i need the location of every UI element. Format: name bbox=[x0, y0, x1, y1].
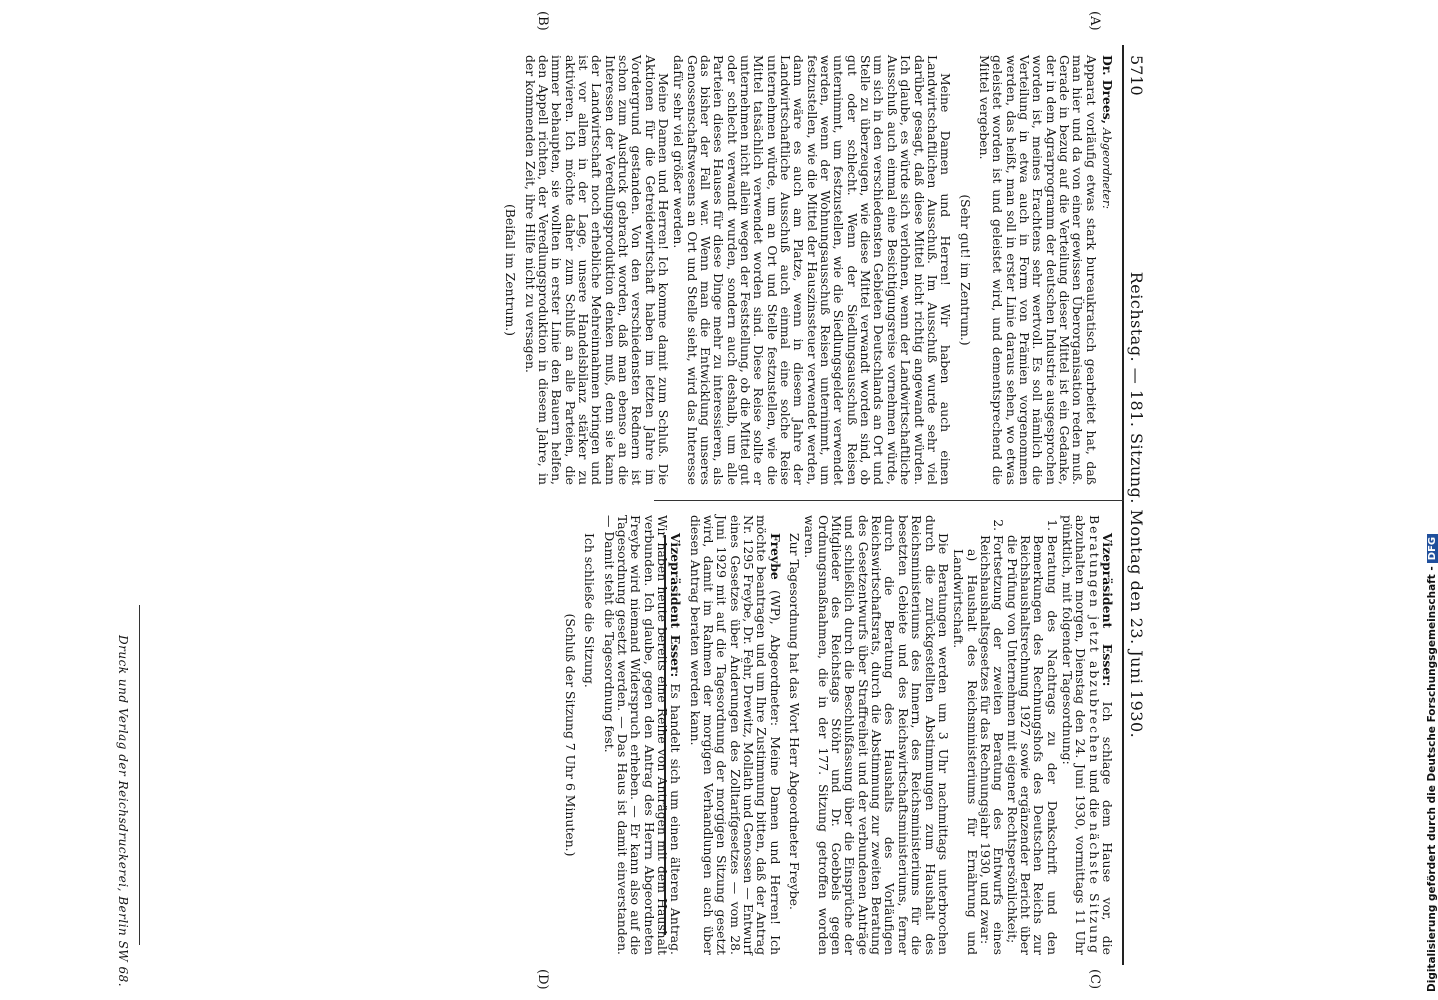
margin-mark-d: (D) bbox=[535, 969, 550, 990]
agenda-item-1: 1. Beratung des Nachtrags zu der Denkschrift und den Bemerkungen des Rechnungshofs des Deutschen Reichs zur Reichshaushaltsrechnung 1927 sowie ergänzender Bericht über die Prüfung von Unternehmen mit eigener Rechtspersönlichkeit; bbox=[1005, 535, 1058, 955]
text-fragment: Ich schlage dem Hause vor, die bbox=[1100, 701, 1115, 955]
left-speaker-line bbox=[1100, 55, 1114, 485]
right-paragraph-4 bbox=[688, 515, 781, 955]
printer-imprint: Druck und Verlag der Reichsdruckerei, Berlin SW 68. bbox=[116, 635, 130, 988]
text-fragment: und die bbox=[1086, 769, 1102, 818]
vice-president-esser-2: Vizepräsident Esser: bbox=[668, 533, 684, 678]
left-paragraph-3: Meine Damen und Herren! Ich komme damit zum Schluß. Die Aktionen für die Getreidewirtschaft haben im letzten Jahre im Vordergrund gestanden. Von den verschiedensten Rednern ist schon zum Ausdruck gebracht worden, daß man ebenso an die Interessen der Veredlungsproduktion denken muß, denn sie kann der Landwirtschaft noch erhebliche Mehreinnahmen bringen und ist vor allem in der Lage, unsere Handelsbilanz stärker zu aktivieren. Ich möchte daher zum Schluß an alle Parteien, die immer behaupten, sie wollten in erster Linie den Bauern helfen, den Appell richten, der Veredlungsproduktion in diesem Jahre, in der kommenden Zeit, ihre Hilfe nicht zu versagen. bbox=[522, 55, 671, 485]
running-title bbox=[1127, 45, 1146, 965]
right-paragraph-3: Zur Tagesordnung hat das Wort Herr Abgeordneter Freybe. bbox=[787, 533, 803, 910]
right-paragraph-5 bbox=[602, 515, 682, 955]
interjection-sehr-gut: (Sehr gut! im Zentrum.) bbox=[957, 194, 973, 346]
right-column bbox=[558, 515, 1114, 955]
agenda-list bbox=[952, 515, 1059, 955]
running-title-text: Reichstag. — 181. Sitzung. Montag den 23. Juni 1930. bbox=[1127, 271, 1146, 739]
margin-mark-c: (C) bbox=[1087, 969, 1102, 990]
agenda-item-2a: a) Haushalt des Reichsministeriums für Ernährung und Landwirtschaft. bbox=[951, 549, 980, 955]
text-fragment: Meine Damen und Herren! Ich möchte beantragen und um Ihre Zustimmung bitten, daß der Antrag Nr. 1295 Freybe, Dr. Fehr, Drewitz, Mollath und Genossen — Entwurf eines Gesetzes über Änderungen des Zolltarifgesetzes — vom 28. Juni 1929 mit auf die Tagesordnung der morgigen Sitzung gesetzt wird, damit im Rahmen der morgigen Verhandlungen auch über diesen Antrag beraten werden kann. bbox=[687, 515, 783, 955]
speaker-role: Abgeordneter: bbox=[1100, 128, 1113, 209]
interjection-beifall: (Beifall im Zentrum.) bbox=[503, 203, 519, 337]
header-rule bbox=[1122, 45, 1124, 965]
text-fragment: abzuhalten morgen, Dienstag den 24. Juni 1930, vormittags 11 Uhr pünktlich, mit folgender Tagesordnung: bbox=[1059, 515, 1089, 955]
left-column bbox=[498, 55, 1114, 485]
text-fragment: Es handelt sich um einen älteren Antrag. Wir haben heute bereits eine Reihe von Anträgen mit dem Haushalt verbunden. Ich glaube, gegen den Antrag des Herrn Abgeordneten Freybe wird niemand Widerspruch erheben. — Er kann also auf die Tagesordnung gesetzt werden. — Das Haus ist damit einverstanden. — Damit steht die Tagesordnung fest. bbox=[601, 515, 684, 955]
right-paragraph-1 bbox=[1061, 515, 1114, 955]
left-paragraph-2: Meine Damen und Herren! Wir haben auch einen Landwirtschaftlichen Ausschuß. Im Ausschuß wurde sehr viel darüber gesagt, daß diese Mittel nicht richtig angewandt würden. Ich glaube, es würde sich verlohnen, wenn der Landwirtschaftliche Ausschuß auch einmal eine Besichtigungsreise vornehmen würde, um sich in den verschiedensten Gebieten Deutschlands an Ort und Stelle zu überzeugen, wie diese Mittel verwandt worden sind, ob gut oder schlecht. Wenn der Siedlungsausschuß Reisen unternimmt, um festzustellen, wie die Siedlungsgelder verwendet werden, wenn der Wohnungsausschuß Reisen unternimmt, um festzustellen, wie die Mittel der Hauszinssteuer verwendet werden, dann wäre es auch am Platze, wenn in diesem Jahre der Landwirtschaftliche Ausschuß auch einmal eine solche Reise unternehmen würde, um an Ort und Stelle festzustellen, wie die Mittel tatsächlich verwendet worden sind. Diese Reise sollte er unternehmen nicht allein wegen der Feststellung, ob die Mittel gut oder schlecht verwandt wurden, sondern auch deshalb, um alle Parteien dieses Hauses für diese Dinge mehr zu interessieren, als das bisher der Fall war. Wenn man die Entwicklung unseres Genossenschaftswesens an Ort und Stelle sieht, wird das Interesse dafür sehr viel größer werden. bbox=[671, 55, 954, 485]
right-paragraph-6: Ich schließe die Sitzung. bbox=[582, 533, 598, 688]
page-number: 5710 bbox=[1127, 55, 1146, 96]
vice-president-esser: Vizepräsident Esser: bbox=[1100, 533, 1115, 687]
left-paragraph-1: Apparat vorläufig etwas stark bureaukratisch gearbeitet hat, daß man hier und da von einer gewissen Überorganisation reden muß. Gerade in bezug auf die Verteilung dieser Mittel ist ein Gedanke, der in dem Agrarprogramm der deutschen Industrie ausgesprochen worden ist, meines Erachtens sehr wertvoll. Es soll nämlich die Verteilung in etwa auch in Form von Prämien vorgenommen werden, das heißt, man soll in erster Linie daraus sehen, wo etwas geleistet worden ist und geleistet wird, und dementsprechend die Mittel vergeben. bbox=[976, 55, 1099, 485]
speaker-name: Dr. Drees, bbox=[1100, 55, 1115, 125]
column-rule bbox=[654, 500, 1124, 501]
agenda-item-2-text: Fortsetzung der zweiten Beratung des Entwurfs eines Reichshaushaltsgesetzes für das Rechnungsjahr 1930, und zwar: bbox=[977, 535, 1007, 955]
spaced-text: nächste Sitzung bbox=[1086, 822, 1102, 955]
funding-notice-text: Digitalisierung gefördert durch die Deutsche Forschungsgemeinschaft - bbox=[1426, 566, 1438, 992]
dfg-logo: DFG bbox=[1427, 534, 1438, 563]
funding-notice bbox=[1426, 534, 1438, 992]
footer-rule bbox=[139, 605, 140, 945]
agenda-item-2 bbox=[952, 535, 1005, 955]
speaker-freybe: Freybe bbox=[767, 533, 783, 580]
rotated-document-page bbox=[100, 11, 1150, 990]
spaced-text: Beratungen jetzt abzubrechen bbox=[1086, 515, 1102, 765]
closing-note: (Schluß der Sitzung 7 Uhr 6 Minuten.) bbox=[562, 613, 578, 857]
margin-mark-a: (A) bbox=[1087, 11, 1102, 31]
speaker-party: (WP), Abgeordneter: bbox=[767, 590, 783, 727]
margin-mark-b: (B) bbox=[535, 11, 550, 31]
right-paragraph-2: Die Beratungen werden um 3 Uhr nachmittags unterbrochen durch die zurückgestellten Abstimmungen zum Haushalt des Reichsministeriums des Innern, des Reichsministeriums für die besetzten Gebiete und des Reichswirtschaftsministeriums, ferner durch die Beratung des Haushalts des Vorläufigen Reichswirtschaftsrats, durch die Abstimmung zur zweiten Beratung des Gesetzentwurfs über Straffreiheit und der verbundenen Anträge und schließlich durch die Beschlußfassung über die Einsprüche der Mitglieder des Reichstags Stöhr und Dr. Goebbels gegen Ordnungsmaßnahmen, die in der 177. Sitzung getroffen worden waren. bbox=[802, 515, 951, 955]
